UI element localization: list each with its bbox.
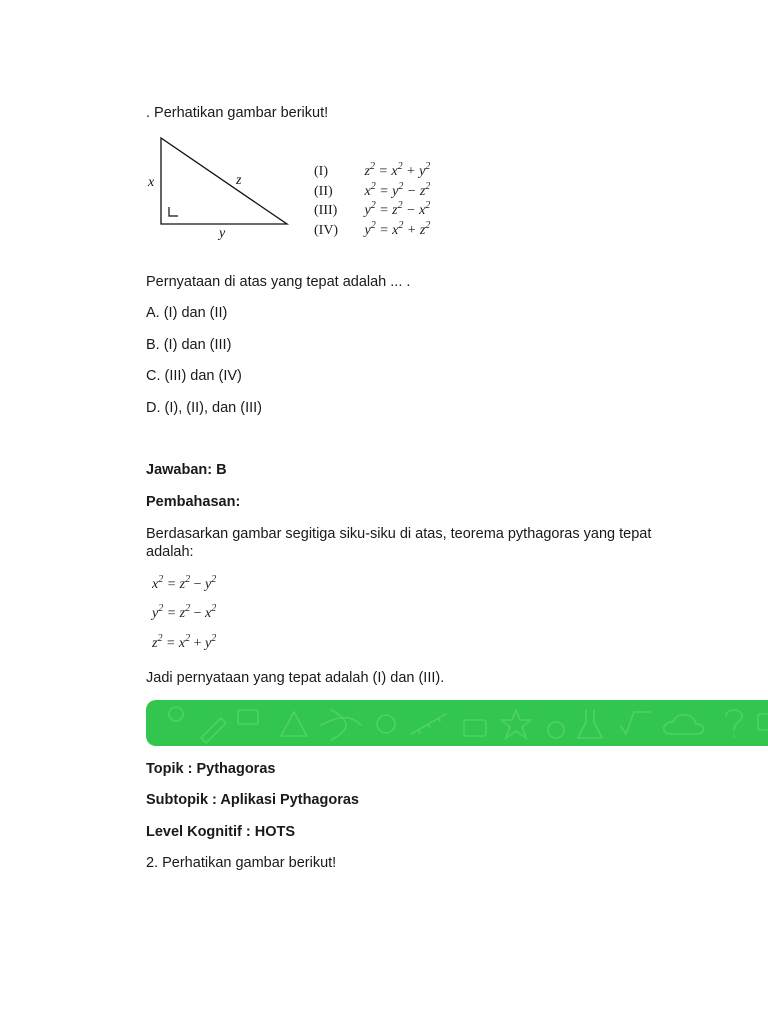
- statement-equation: $y^2 = x^2 + z^2$: [364, 219, 431, 238]
- option-a: A. (I) dan (II): [146, 305, 228, 321]
- discussion-text: Berdasarkan gambar segitiga siku-siku di atas, teorema pythagoras yang tepat adalah:: [146, 526, 652, 560]
- side-label-z: z: [236, 173, 242, 188]
- cloud-doodle-icon: [664, 715, 704, 734]
- option-b: B. (I) dan (III): [146, 337, 232, 353]
- triangle-doodle-icon: [281, 712, 307, 736]
- option-c: C. (III) dan (IV): [146, 368, 242, 384]
- pencil-doodle-icon: [201, 718, 226, 743]
- option-d: D. (I), (II), dan (III): [146, 400, 263, 416]
- ruler-doodle-icon: [411, 714, 446, 734]
- banner-doodle-pattern: [146, 700, 768, 746]
- formula-2: $y^2 = z^2 - x^2$: [152, 603, 217, 621]
- book-doodle-icon: [238, 710, 258, 724]
- question-intro: . Perhatikan gambar berikut!: [146, 105, 329, 121]
- statement-number: (III): [314, 203, 338, 218]
- star-doodle-icon: [501, 710, 531, 738]
- statement-list: [314, 162, 430, 240]
- right-angle-mark: [169, 207, 178, 216]
- card-doodle-icon: [758, 714, 768, 730]
- statement-item: [314, 162, 430, 182]
- statement-equation: $z^2 = x^2 + y^2$: [364, 161, 431, 179]
- statement-item: [314, 201, 430, 221]
- statement-number: (I): [314, 164, 328, 179]
- statement-item: [314, 182, 430, 202]
- formula-1: $x^2 = z^2 - y^2$: [152, 574, 217, 592]
- statement-equation: $x^2 = y^2 - z^2$: [364, 180, 431, 199]
- subtopic-label: Subtopik : Aplikasi Pythagoras: [146, 792, 359, 808]
- formula-3: $z^2 = x^2 + y^2$: [152, 633, 217, 651]
- topic-label: Topik : Pythagoras: [146, 761, 276, 777]
- statement-item: [314, 221, 430, 241]
- globe-doodle-icon: [377, 715, 395, 733]
- cognitive-level-label: Level Kognitif : HOTS: [146, 824, 296, 840]
- statement-number: (II): [314, 183, 333, 199]
- question-doodle-icon: [726, 710, 742, 737]
- question-2-intro: 2. Perhatikan gambar berikut!: [146, 855, 337, 871]
- side-label-x: x: [148, 175, 155, 190]
- atom-doodle-icon: [321, 710, 361, 740]
- triangle-shape: [161, 138, 287, 224]
- notebook-doodle-icon: [464, 720, 486, 736]
- sqrt-doodle-icon: [621, 712, 651, 734]
- statement-equation: $y^2 = z^2 - x^2$: [364, 200, 431, 218]
- discussion-title: Pembahasan:: [146, 494, 241, 510]
- conclusion-text: Jadi pernyataan yang tepat adalah (I) dan (III).: [146, 670, 445, 686]
- lightbulb-doodle-icon: [169, 707, 183, 721]
- green-banner: [146, 700, 768, 746]
- side-label-y: y: [219, 226, 226, 241]
- statement-number: (IV): [314, 222, 339, 238]
- flask-doodle-icon: [578, 710, 602, 738]
- bulb-doodle-icon-2: [548, 722, 564, 738]
- question-prompt: Pernyataan di atas yang tepat adalah ... .: [146, 274, 411, 290]
- answer-label: Jawaban: B: [146, 462, 227, 478]
- right-triangle-figure: [140, 135, 300, 245]
